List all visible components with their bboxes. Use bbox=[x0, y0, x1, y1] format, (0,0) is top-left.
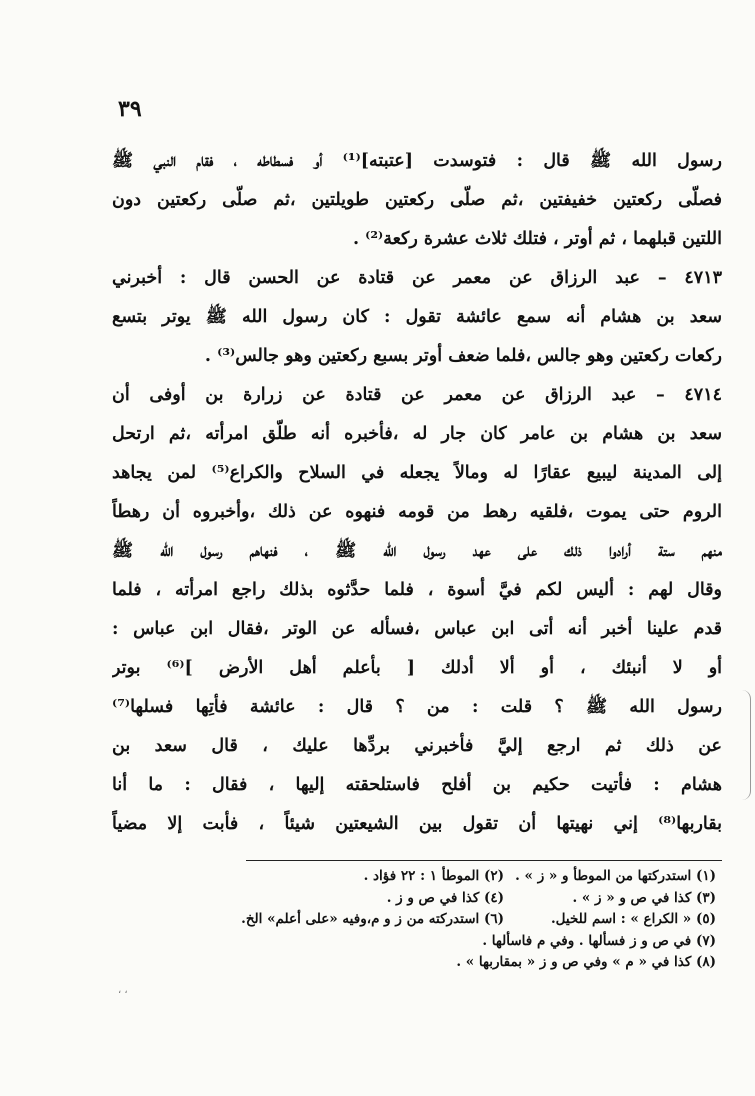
text-line: وقال لهم : أليس لكم فيَّ أسوة ، فلما حدَّثوه بذلك راجع امرأته ، فلما bbox=[112, 580, 722, 600]
text-line: سعد بن هشام أنه سمع عائشة تقول : كان رسول الله ﷺ يوتر بتسع bbox=[112, 307, 722, 327]
corner-mark: ، ، bbox=[118, 985, 128, 996]
margin-binding-mark bbox=[742, 690, 751, 800]
footnote: (٤) كذا في ص و ز . bbox=[386, 889, 504, 906]
text-line: رسول الله ﷺ ؟ قلت : من ؟ قال : عائشة فأتِها فسلها⁽⁷⁾ bbox=[112, 697, 722, 717]
footnote: (٦) استدركته من ز و م،وفيه «على أعلم» الخ. bbox=[241, 911, 504, 927]
footnote: (١) استدركتها من الموطأ و « ز » . bbox=[515, 868, 716, 884]
text-line: اللتين قبلهما ، ثم أوتر ، فتلك ثلاث عشرة ركعة⁽²⁾ . bbox=[352, 229, 722, 249]
footnote: (٣) كذا في ص و « ز » . bbox=[572, 889, 716, 906]
text-line: هشام : فأتيت حكيم بن أفلح فاستلحقته إليها ، فقال : ما أنا bbox=[112, 775, 722, 795]
footnote: (٢) الموطأ ١ : ٢٢ فؤاد . bbox=[363, 868, 504, 884]
footnote-row bbox=[112, 888, 716, 910]
text-line: بقاربها⁽⁸⁾ إني نهيتها أن تقول بين الشيعتين شيئاً ، فأبت إلا مضياً bbox=[112, 814, 722, 834]
text-line: الروم حتى يموت ،فلقيه رهط من قومه فنهوه عن ذلك ،وأخبروه أن رهطاً bbox=[112, 502, 722, 522]
main-text bbox=[112, 142, 722, 844]
hadith-4714-start: ٤٧١٤ – عبد الرزاق عن معمر عن قتادة عن زرارة بن أوفى أن bbox=[112, 385, 722, 405]
footnote: (٧) في ص و ز فسألها . وفي م فاسألها . bbox=[482, 932, 716, 949]
text-line: فصلّى ركعتين خفيفتين ،ثم صلّى ركعتين طويلتين ،ثم صلّى ركعتين دون bbox=[112, 190, 722, 210]
text-line: رسول الله ﷺ قال : فتوسدت [عتبته]⁽¹⁾ أو فسطاطه ، فقام النبي ﷺ bbox=[112, 151, 722, 171]
page-number: ٣٩ bbox=[118, 96, 142, 122]
footnote-row bbox=[112, 909, 716, 931]
text-line: إلى المدينة ليبيع عقارًا له ومالاً يجعله في السلاح والكراع⁽⁵⁾ لمن يجاهد bbox=[112, 463, 722, 483]
text-line: أو لا أنبئك ، أو ألا أدلك [ بأعلم أهل الأرض ]⁽⁶⁾ بوتر bbox=[112, 658, 722, 678]
text-line: ركعات ركعتين وهو جالس ،فلما ضعف أوتر بسبع ركعتين وهو جالس⁽³⁾ . bbox=[204, 346, 722, 366]
footnote-divider bbox=[246, 860, 722, 861]
text-line: سعد بن هشام بن عامر كان جار له ،فأخبره أنه طلّق امرأته ،ثم ارتحل bbox=[112, 424, 722, 444]
text-line: قدم علينا أخبر أنه أتى ابن عباس ،فسأله عن الوتر ،فقال ابن عباس : bbox=[112, 619, 722, 639]
text-line: منهم ستة أرادوا ذلك على عهد رسول الله ﷺ ، فنهاهم رسول الله ﷺ bbox=[112, 541, 722, 561]
hadith-4713-start: ٤٧١٣ – عبد الرزاق عن معمر عن قتادة عن الحسن قال : أخبرني bbox=[112, 268, 722, 288]
footnote: (٨) كذا في « م » وفي ص و ز « بمقاربها » . bbox=[456, 954, 716, 970]
footnote-row bbox=[112, 866, 716, 888]
footnote: (٥) « الكراع » : اسم للخيل. bbox=[550, 911, 716, 927]
text-line: عن ذلك ثم ارجع إليَّ فأخبرني بردِّها عليك ، قال سعد بن bbox=[112, 736, 722, 756]
footnotes bbox=[112, 866, 716, 974]
